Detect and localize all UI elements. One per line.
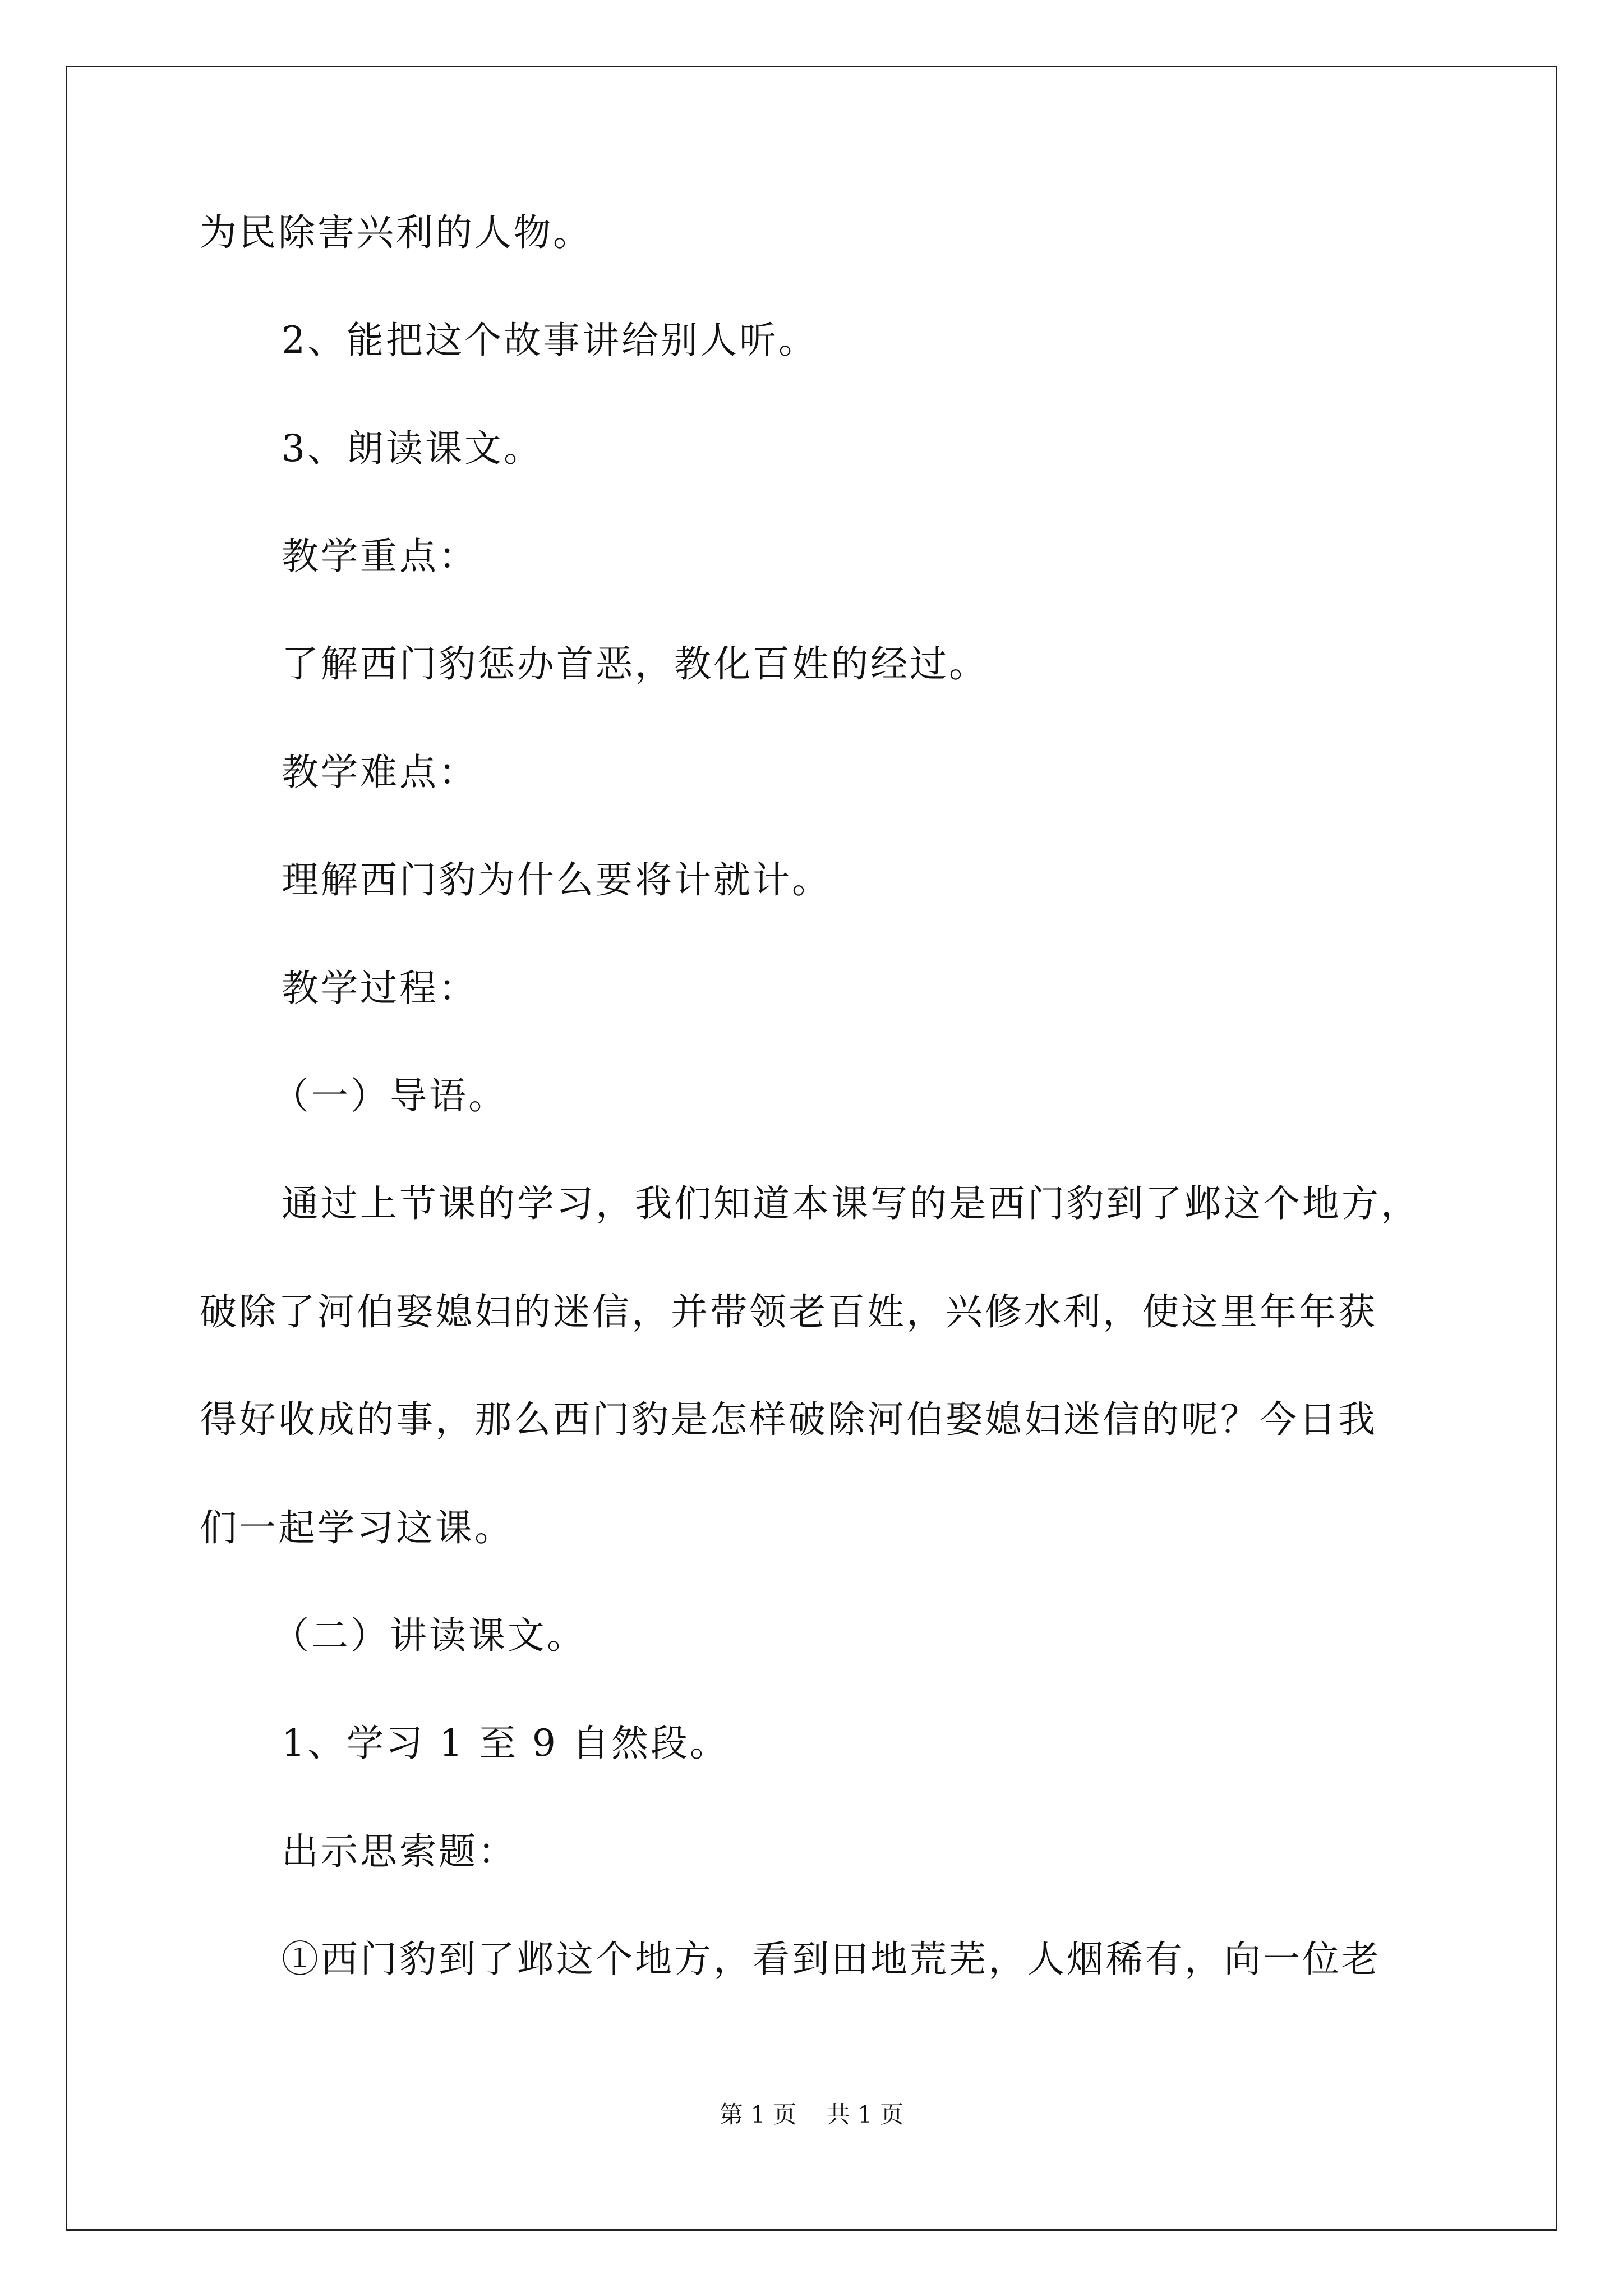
text-line: 教学重点： [282,535,478,578]
text-line: 们一起学习这课。 [200,1506,514,1549]
text-line: 2、能把这个故事讲给别人听。 [282,319,818,362]
text-line: 通过上节课的学习，我们知道本课写的是西门豹到了邺这个地方， [282,1182,1420,1225]
page-number-footer: 第 1 页 共 1 页 [719,2101,904,2128]
text-line: 破除了河伯娶媳妇的迷信，并带领老百姓，兴修水利，使这里年年获 [200,1290,1377,1333]
text-line: 1、学习 1 至 9 自然段。 [282,1722,729,1765]
text-line: ①西门豹到了邺这个地方，看到田地荒芜，人烟稀有，向一位老 [282,1938,1381,1981]
text-line: 出示思索题： [282,1830,517,1873]
text-line: 了解西门豹惩办首恶，教化百姓的经过。 [282,642,988,685]
text-line: （一）导语。 [272,1074,508,1117]
text-line: 教学过程： [282,967,478,1010]
text-line: 3、朗读课文。 [282,427,543,470]
text-line: （二）讲读课文。 [272,1614,586,1657]
text-line: 理解西门豹为什么要将计就计。 [282,858,831,901]
page-frame [66,66,1557,2231]
text-line: 为民除害兴利的人物。 [200,211,592,254]
text-line: 得好收成的事，那么西门豹是怎样破除河伯娶媳妇迷信的呢？今日我 [200,1398,1377,1441]
text-line: 教学难点： [282,751,478,794]
